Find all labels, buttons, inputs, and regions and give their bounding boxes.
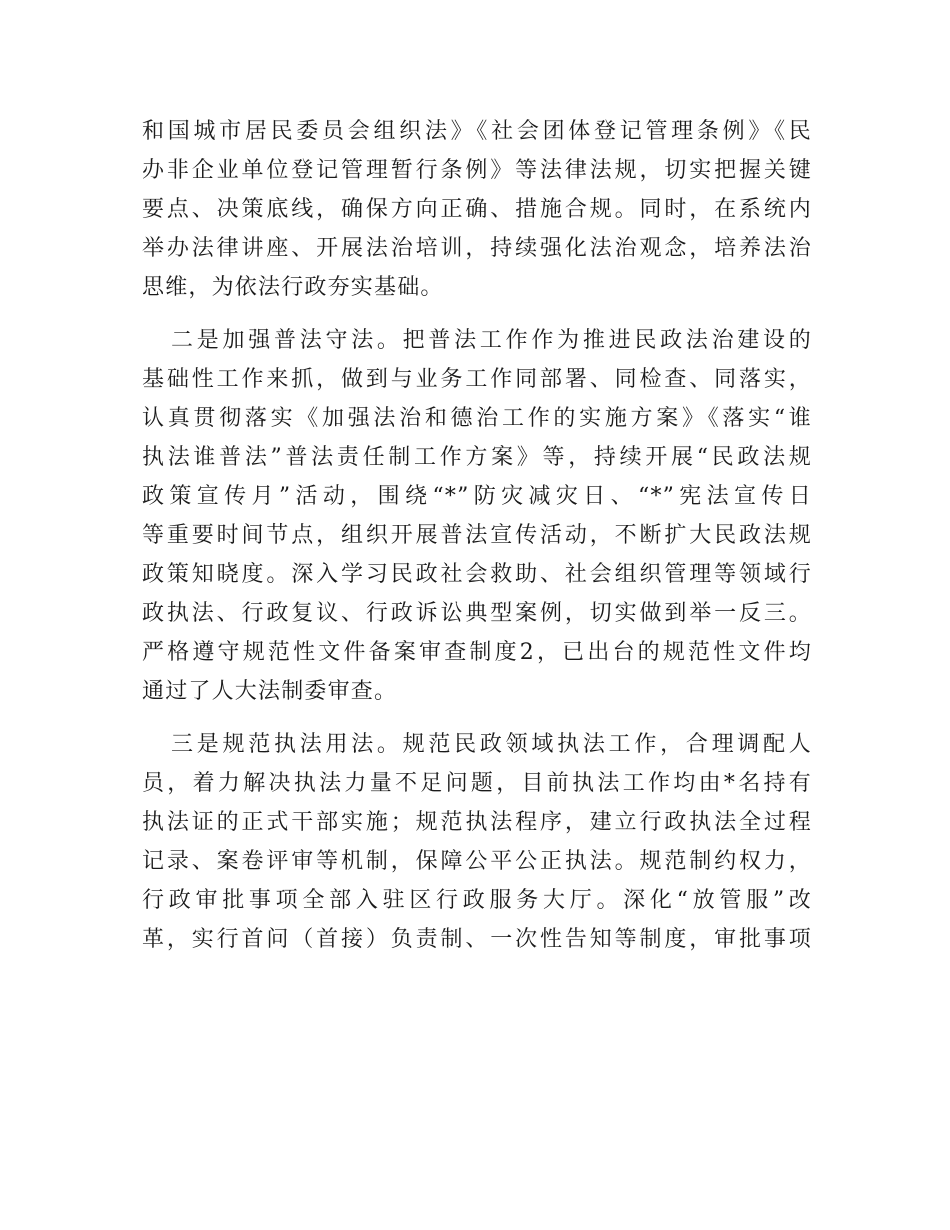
paragraph-section-3 xyxy=(142,725,812,959)
text-line: 执法证的正式干部实施；规范执法程序，建立行政执法全过程 xyxy=(142,810,812,835)
text-line: 严格遵守规范性文件备案审查制度2，已出台的规范性文件均 xyxy=(142,640,812,665)
text-line: 通过了人大法制委审查。 xyxy=(142,679,398,704)
text-line: 举办法律讲座、开展法治培训，持续强化法治观念，培养法治 xyxy=(142,236,812,261)
text-line: 基础性工作来抓，做到与业务工作同部署、同检查、同落实， xyxy=(142,367,812,392)
text-line: 办非企业单位登记管理暂行条例》等法律法规，切实把握关键 xyxy=(142,158,812,183)
text-line: 和国城市居民委员会组织法》《社会团体登记管理条例》《民 xyxy=(142,119,812,144)
text-line: 思维，为依法行政夯实基础。 xyxy=(142,275,444,300)
text-line: 等重要时间节点，组织开展普法宣传活动，不断扩大民政法规 xyxy=(142,523,812,548)
text-line: 二是加强普法守法。把普法工作作为推进民政法治建设的 xyxy=(171,328,812,353)
text-line: 政执法、行政复议、行政诉讼典型案例，切实做到举一反三。 xyxy=(142,601,812,626)
text-line: 政策知晓度。深入学习民政社会救助、社会组织管理等领域行 xyxy=(142,562,812,587)
text-line: 执法谁普法”普法责任制工作方案》等，持续开展“民政法规 xyxy=(142,445,812,470)
paragraph-continuation xyxy=(142,112,812,307)
document-body xyxy=(142,112,812,973)
paragraph-section-2 xyxy=(142,321,812,711)
text-line: 记录、案卷评审等机制，保障公平公正执法。规范制约权力， xyxy=(142,849,812,874)
text-line: 认真贯彻落实《加强法治和德治工作的实施方案》《落实“谁 xyxy=(142,406,812,431)
text-line: 三是规范执法用法。规范民政领域执法工作，合理调配人 xyxy=(171,732,812,757)
text-line: 要点、决策底线，确保方向正确、措施合规。同时，在系统内 xyxy=(142,197,812,222)
text-line: 革，实行首问（首接）负责制、一次性告知等制度，审批事项 xyxy=(142,927,812,952)
text-line: 政策宣传月”活动，围绕“*”防灾减灾日、“*”宪法宣传日 xyxy=(142,484,812,509)
text-line: 行政审批事项全部入驻区行政服务大厅。深化“放管服”改 xyxy=(142,888,812,913)
text-line: 员，着力解决执法力量不足问题，目前执法工作均由*名持有 xyxy=(142,771,812,796)
